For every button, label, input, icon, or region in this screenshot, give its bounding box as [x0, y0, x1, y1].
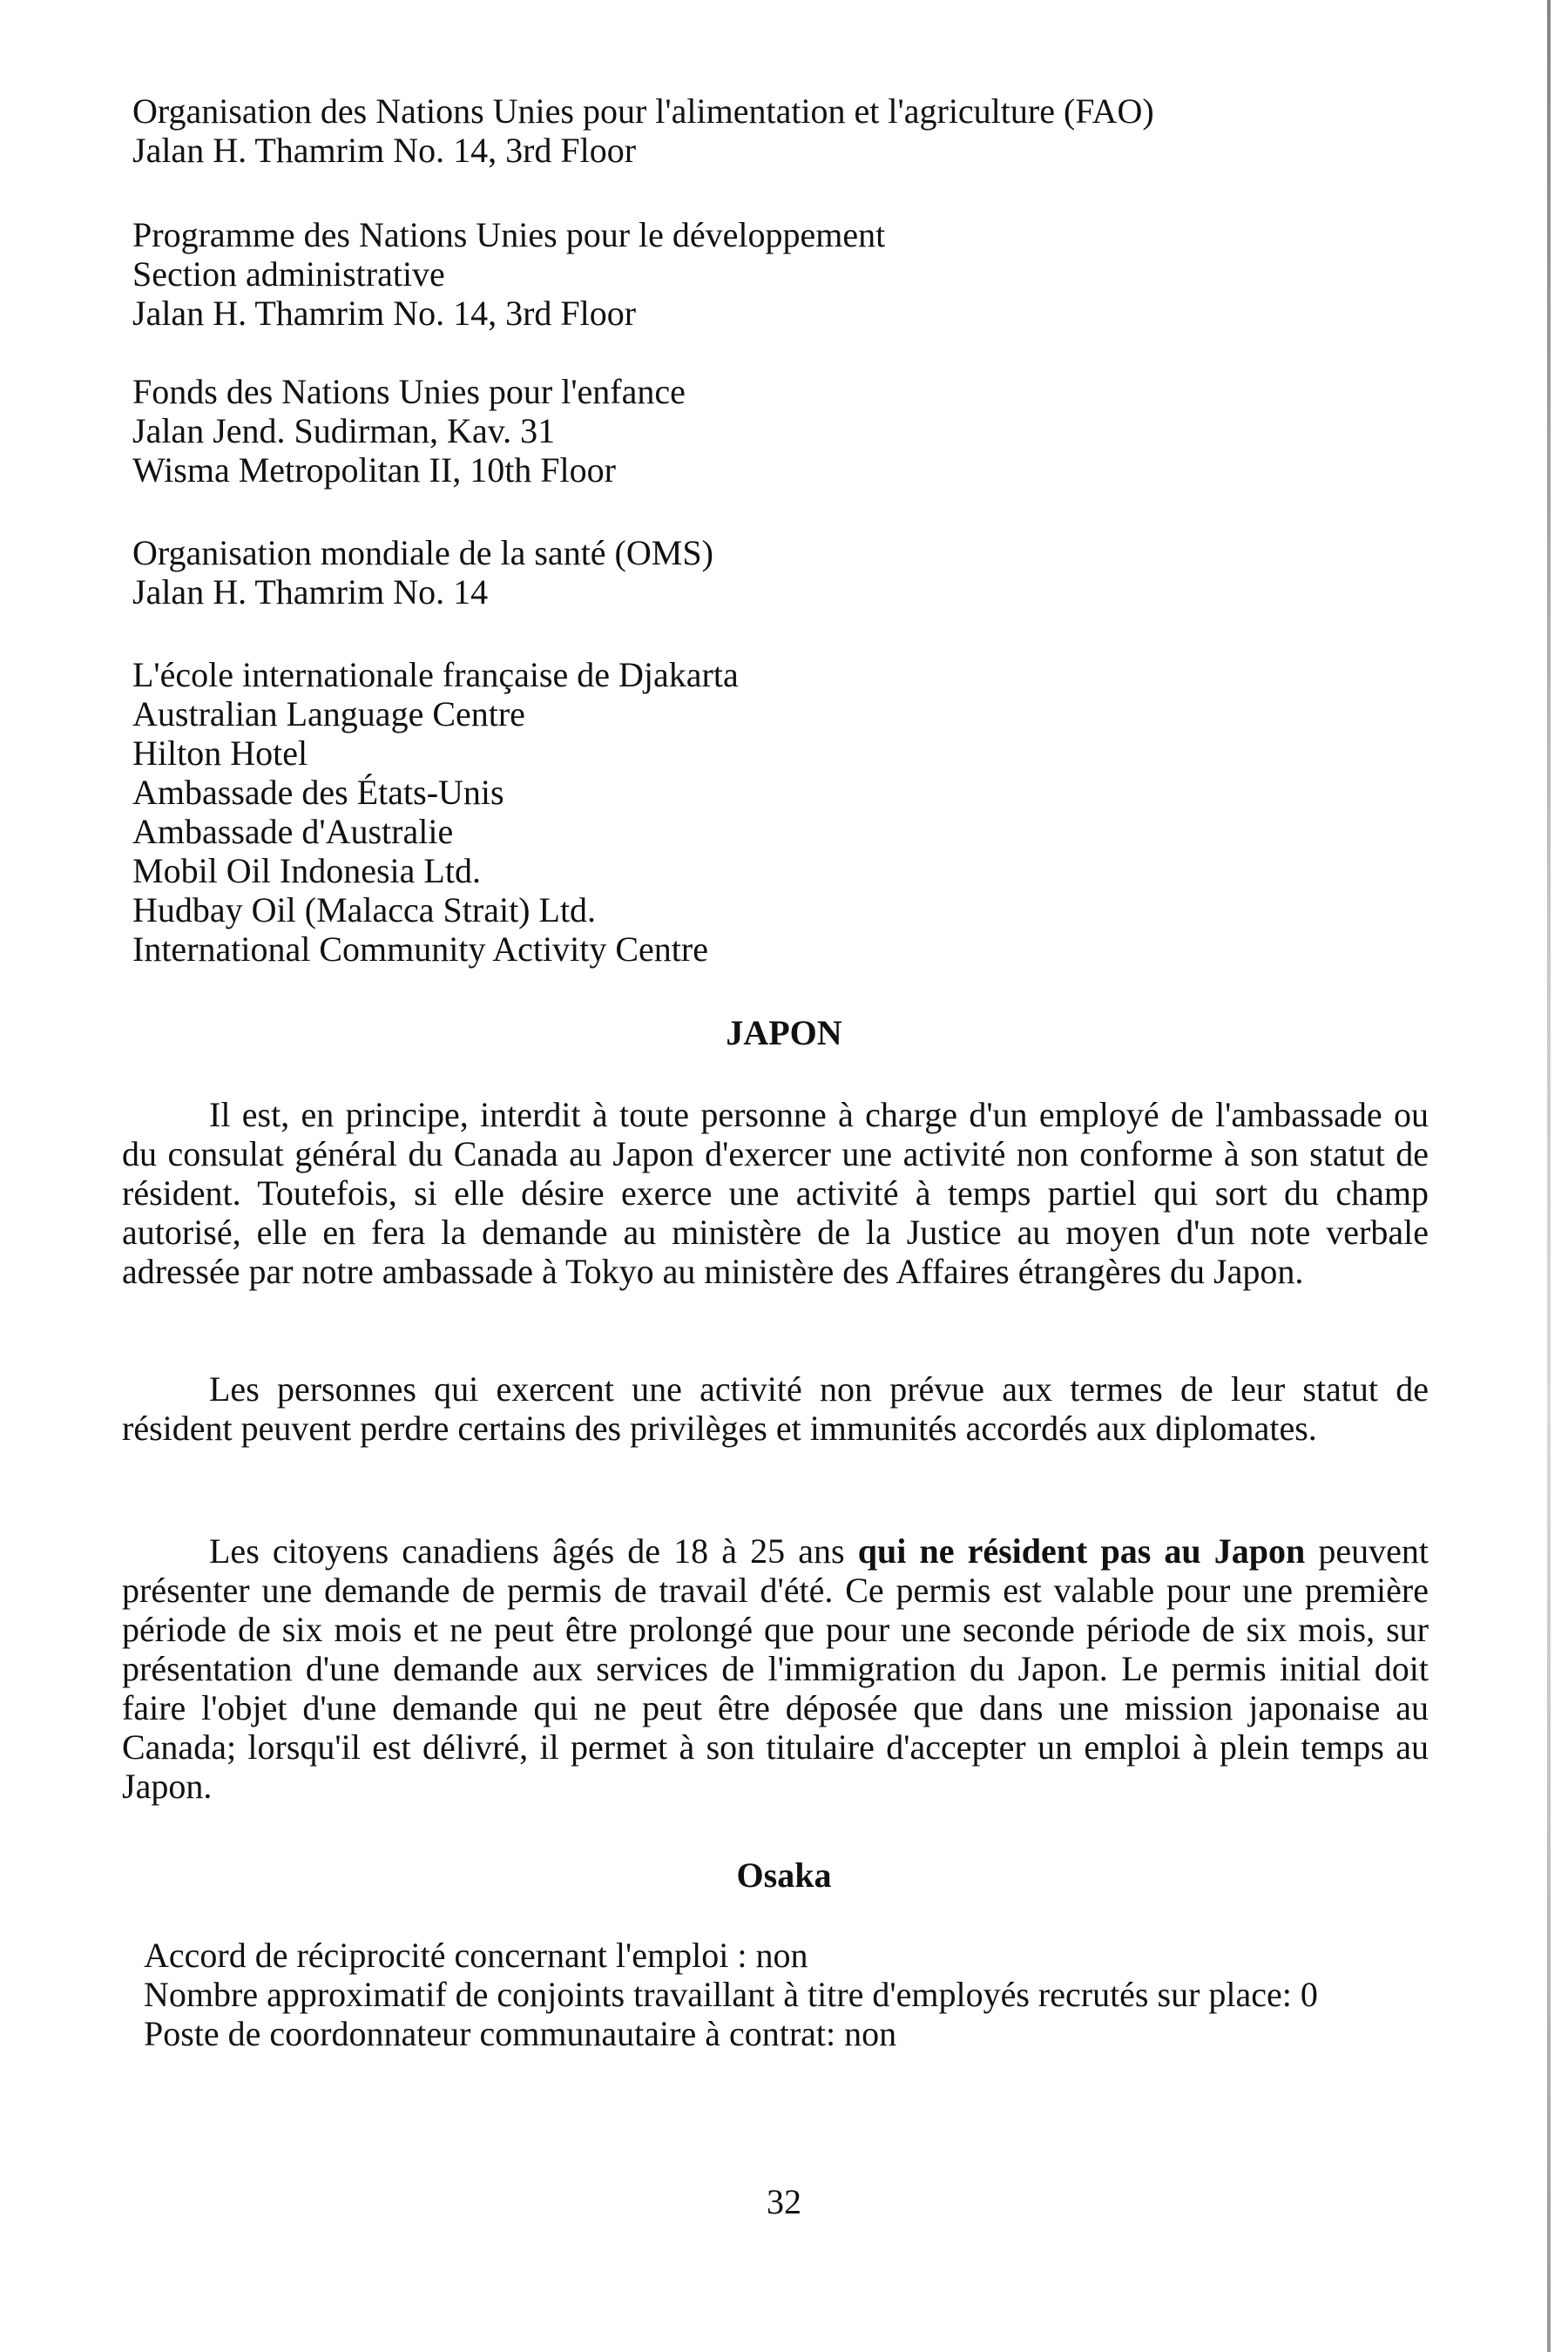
address-block-other [132, 655, 1422, 969]
address-line: Mobil Oil Indonesia Ltd. [132, 851, 481, 890]
address-block-pnud [132, 215, 1422, 333]
paragraph: Il est, en principe, interdit à toute personne à charge d'un employé de l'ambassade ou du consulat général du Canada au Japon d'exercer une activité non conforme à son statut de résident. Toutefois, si elle désire exerce une activité à temps partiel qui sort du champ autorisé, elle en fera la demande au ministère de la Justice au moyen d'un note verbale adressée par notre ambassade à Tokyo au ministère des Affaires étrangères du Japon. [122, 1095, 1429, 1291]
paragraph [122, 1531, 1429, 1806]
status-item: Poste de coordonnateur communautaire à contrat: non [144, 2014, 897, 2053]
address-line: Jalan H. Thamrim No. 14 [132, 572, 489, 612]
address-line: Hilton Hotel [132, 733, 308, 773]
address-block-fao [132, 91, 1422, 170]
address-line: Fonds des Nations Unies pour l'enfance [132, 372, 686, 411]
address-line: International Community Activity Centre [132, 929, 708, 969]
address-line: Ambassade des États-Unis [132, 773, 504, 812]
address-block-oms [132, 533, 1422, 612]
address-line: Organisation des Nations Unies pour l'alimentation et l'agriculture (FAO) [132, 91, 1154, 131]
address-line: Jalan H. Thamrim No. 14, 3rd Floor [132, 294, 637, 333]
osaka-status-list [144, 1936, 1424, 2053]
status-item: Accord de réciprocité concernant l'emploi : non [144, 1936, 808, 1975]
address-line: Ambassade d'Australie [132, 812, 454, 851]
address-line: Section administrative [132, 254, 445, 294]
paragraph-text: Les citoyens canadiens âgés de 18 à 25 ans [209, 1531, 858, 1571]
section-heading-osaka: Osaka [736, 1855, 832, 1895]
paragraph: Les personnes qui exercent une activité non prévue aux termes de leur statut de résident peuvent perdre certains des privilèges et immunités accordés aux diplomates. [122, 1369, 1429, 1448]
address-line: Jalan H. Thamrim No. 14, 3rd Floor [132, 131, 637, 170]
address-line: Wisma Metropolitan II, 10th Floor [132, 450, 616, 490]
section-heading-japon: JAPON [726, 1013, 842, 1052]
address-line: Hudbay Oil (Malacca Strait) Ltd. [132, 890, 597, 929]
paragraph-emphasis: qui ne résident pas au Japon [857, 1531, 1306, 1571]
page-number: 32 [767, 2182, 801, 2221]
address-line: Organisation mondiale de la santé (OMS) [132, 533, 713, 572]
address-block-unicef [132, 372, 1422, 490]
address-line: L'école internationale française de Djakarta [132, 655, 739, 694]
page-edge-shadow [1547, 0, 1551, 2352]
address-line: Jalan Jend. Sudirman, Kav. 31 [132, 411, 556, 450]
address-line: Australian Language Centre [132, 694, 525, 733]
paragraph-text: peuvent présenter une demande de permis de travail d'été. Ce permis est valable pour une première période de six mois et ne peut être prolongé que pour une seconde période de six mois, sur présentation d'une demande aux services de l'immigration du Japon. Le permis initial doit faire l'objet d'une demande qui ne peut être déposée que dans une mission japonaise au Canada; lorsqu'il est délivré, il permet à son titulaire d'accepter un emploi à plein temps au Japon. [122, 1531, 1429, 1806]
address-line: Programme des Nations Unies pour le développement [132, 215, 886, 254]
status-item: Nombre approximatif de conjoints travaillant à titre d'employés recrutés sur place: 0 [144, 1975, 1318, 2014]
